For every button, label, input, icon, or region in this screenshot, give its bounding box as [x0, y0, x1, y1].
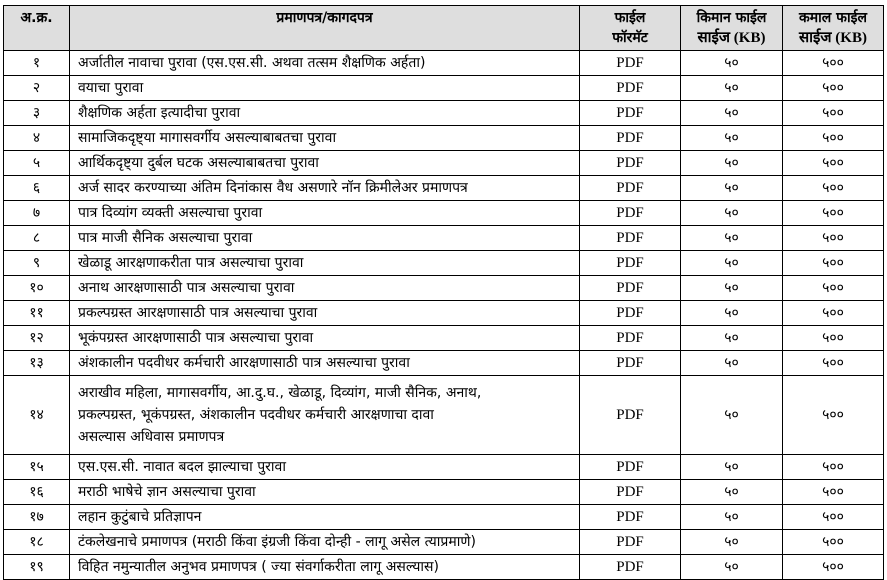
max-size-cell: ५००	[783, 201, 884, 226]
table-row	[4, 51, 884, 76]
max-size-cell: ५००	[783, 455, 884, 480]
document-cell: प्रकल्पग्रस्त आरक्षणासाठी पात्र असल्याचा पुरावा	[70, 301, 580, 326]
min-size-cell: ५०	[681, 376, 783, 455]
min-size-cell: ५०	[681, 151, 783, 176]
file-format-cell: PDF	[580, 301, 681, 326]
header-max-size-line2: साईज (KB)	[799, 30, 867, 46]
header-max-size-line1: कमाल फाईल	[799, 10, 867, 26]
min-size-cell: ५०	[681, 455, 783, 480]
min-size-cell: ५०	[681, 226, 783, 251]
document-cell: टंकलेखनाचे प्रमाणपत्र (मराठी किंवा इंग्रजी किंवा दोन्ही - लागू असेल त्याप्रमाणे)	[70, 530, 580, 555]
max-size-cell: ५००	[783, 226, 884, 251]
table-row	[4, 276, 884, 301]
min-size-cell: ५०	[681, 176, 783, 201]
file-format-cell: PDF	[580, 351, 681, 376]
max-size-cell: ५००	[783, 251, 884, 276]
document-cell: भूकंपग्रस्त आरक्षणासाठी पात्र असल्याचा पुरावा	[70, 326, 580, 351]
document-cell: अर्जातील नावाचा पुरावा (एस.एस.सी. अथवा तत्सम शैक्षणिक अर्हता)	[70, 51, 580, 76]
min-size-cell: ५०	[681, 101, 783, 126]
min-size-cell: ५०	[681, 276, 783, 301]
min-size-cell: ५०	[681, 505, 783, 530]
file-format-cell: PDF	[580, 201, 681, 226]
document-cell: एस.एस.सी. नावात बदल झाल्याचा पुरावा	[70, 455, 580, 480]
file-format-cell: PDF	[580, 376, 681, 455]
file-format-cell: PDF	[580, 151, 681, 176]
header-max-size	[783, 6, 884, 51]
serial-cell: १२	[4, 326, 70, 351]
serial-cell: ६	[4, 176, 70, 201]
header-document: प्रमाणपत्र/कागदपत्र	[70, 6, 580, 51]
serial-cell: ३	[4, 101, 70, 126]
max-size-cell: ५००	[783, 505, 884, 530]
table-row	[4, 176, 884, 201]
file-format-cell: PDF	[580, 530, 681, 555]
document-line: असल्यास अधिवास प्रमाणपत्र	[78, 429, 225, 445]
min-size-cell: ५०	[681, 351, 783, 376]
max-size-cell: ५००	[783, 176, 884, 201]
file-format-cell: PDF	[580, 326, 681, 351]
document-cell: खेळाडू आरक्षणाकरीता पात्र असल्याचा पुरावा	[70, 251, 580, 276]
min-size-cell: ५०	[681, 126, 783, 151]
serial-cell: १४	[4, 376, 70, 455]
header-min-size-line2: साईज (KB)	[697, 30, 766, 46]
max-size-cell: ५००	[783, 101, 884, 126]
table-row	[4, 505, 884, 530]
table-row	[4, 151, 884, 176]
table-row	[4, 226, 884, 251]
table-row	[4, 101, 884, 126]
serial-cell: १८	[4, 530, 70, 555]
table-row	[4, 201, 884, 226]
min-size-cell: ५०	[681, 201, 783, 226]
header-min-size	[681, 6, 783, 51]
serial-cell: ७	[4, 201, 70, 226]
document-cell: लहान कुटुंबाचे प्रतिज्ञापन	[70, 505, 580, 530]
max-size-cell: ५००	[783, 276, 884, 301]
header-file-format-line2: फॉरमॅट	[612, 30, 648, 46]
document-cell: वयाचा पुरावा	[70, 76, 580, 101]
document-cell: आर्थिकदृष्ट्या दुर्बल घटक असल्याबाबतचा पुरावा	[70, 151, 580, 176]
table-row	[4, 326, 884, 351]
document-cell: मराठी भाषेचे ज्ञान असल्याचा पुरावा	[70, 480, 580, 505]
max-size-cell: ५००	[783, 530, 884, 555]
serial-cell: ९	[4, 251, 70, 276]
table-row	[4, 76, 884, 101]
serial-cell: १९	[4, 555, 70, 580]
serial-cell: १३	[4, 351, 70, 376]
table-row	[4, 555, 884, 580]
header-file-format	[580, 6, 681, 51]
serial-cell: २	[4, 76, 70, 101]
document-cell: सामाजिकदृष्ट्या मागासवर्गीय असल्याबाबतचा पुरावा	[70, 126, 580, 151]
file-format-cell: PDF	[580, 480, 681, 505]
table-row	[4, 530, 884, 555]
min-size-cell: ५०	[681, 301, 783, 326]
min-size-cell: ५०	[681, 555, 783, 580]
file-format-cell: PDF	[580, 455, 681, 480]
file-format-cell: PDF	[580, 176, 681, 201]
document-cell	[70, 376, 580, 455]
max-size-cell: ५००	[783, 480, 884, 505]
max-size-cell: ५००	[783, 301, 884, 326]
header-file-format-line1: फाईल	[614, 10, 646, 26]
document-cell: पात्र दिव्यांग व्यक्ती असल्याचा पुरावा	[70, 201, 580, 226]
document-cell: अर्ज सादर करण्याच्या अंतिम दिनांकास वैध असणारे नॉन क्रिमीलेअर प्रमाणपत्र	[70, 176, 580, 201]
max-size-cell: ५००	[783, 126, 884, 151]
table-header-row	[4, 6, 884, 51]
min-size-cell: ५०	[681, 326, 783, 351]
document-cell: पात्र माजी सैनिक असल्याचा पुरावा	[70, 226, 580, 251]
file-format-cell: PDF	[580, 276, 681, 301]
max-size-cell: ५००	[783, 376, 884, 455]
file-format-cell: PDF	[580, 226, 681, 251]
serial-cell: ४	[4, 126, 70, 151]
max-size-cell: ५००	[783, 76, 884, 101]
serial-cell: १६	[4, 480, 70, 505]
serial-cell: १०	[4, 276, 70, 301]
min-size-cell: ५०	[681, 480, 783, 505]
document-line: अराखीव महिला, मागासवर्गीय, आ.दु.घ., खेळाडू, दिव्यांग, माजी सैनिक, अनाथ,	[78, 385, 482, 401]
serial-cell: ११	[4, 301, 70, 326]
serial-cell: १	[4, 51, 70, 76]
header-serial: अ.क्र.	[4, 6, 70, 51]
max-size-cell: ५००	[783, 51, 884, 76]
table-row	[4, 480, 884, 505]
max-size-cell: ५००	[783, 151, 884, 176]
serial-cell: ८	[4, 226, 70, 251]
documents-table	[3, 5, 884, 580]
file-format-cell: PDF	[580, 101, 681, 126]
header-min-size-line1: किमान फाईल	[696, 10, 767, 26]
document-line: प्रकल्पग्रस्त, भूकंपग्रस्त, अंशकालीन पदवीधर कर्मचारी आरक्षणाचा दावा	[78, 407, 434, 423]
file-format-cell: PDF	[580, 126, 681, 151]
document-cell: अंशकालीन पदवीधर कर्मचारी आरक्षणासाठी पात्र असल्याचा पुरावा	[70, 351, 580, 376]
min-size-cell: ५०	[681, 251, 783, 276]
min-size-cell: ५०	[681, 76, 783, 101]
table-row	[4, 351, 884, 376]
table-row	[4, 376, 884, 455]
file-format-cell: PDF	[580, 505, 681, 530]
serial-cell: ५	[4, 151, 70, 176]
document-cell: अनाथ आरक्षणासाठी पात्र असल्याचा पुरावा	[70, 276, 580, 301]
file-format-cell: PDF	[580, 76, 681, 101]
min-size-cell: ५०	[681, 51, 783, 76]
min-size-cell: ५०	[681, 530, 783, 555]
table-row	[4, 126, 884, 151]
max-size-cell: ५००	[783, 555, 884, 580]
max-size-cell: ५००	[783, 351, 884, 376]
file-format-cell: PDF	[580, 555, 681, 580]
table-row	[4, 301, 884, 326]
file-format-cell: PDF	[580, 51, 681, 76]
file-format-cell: PDF	[580, 251, 681, 276]
serial-cell: १७	[4, 505, 70, 530]
table-row	[4, 251, 884, 276]
serial-cell: १५	[4, 455, 70, 480]
max-size-cell: ५००	[783, 326, 884, 351]
document-cell: शैक्षणिक अर्हता इत्यादीचा पुरावा	[70, 101, 580, 126]
document-cell: विहित नमुन्यातील अनुभव प्रमाणपत्र ( ज्या संवर्गाकरीता लागू असल्यास)	[70, 555, 580, 580]
table-body	[4, 51, 884, 580]
table-row	[4, 455, 884, 480]
